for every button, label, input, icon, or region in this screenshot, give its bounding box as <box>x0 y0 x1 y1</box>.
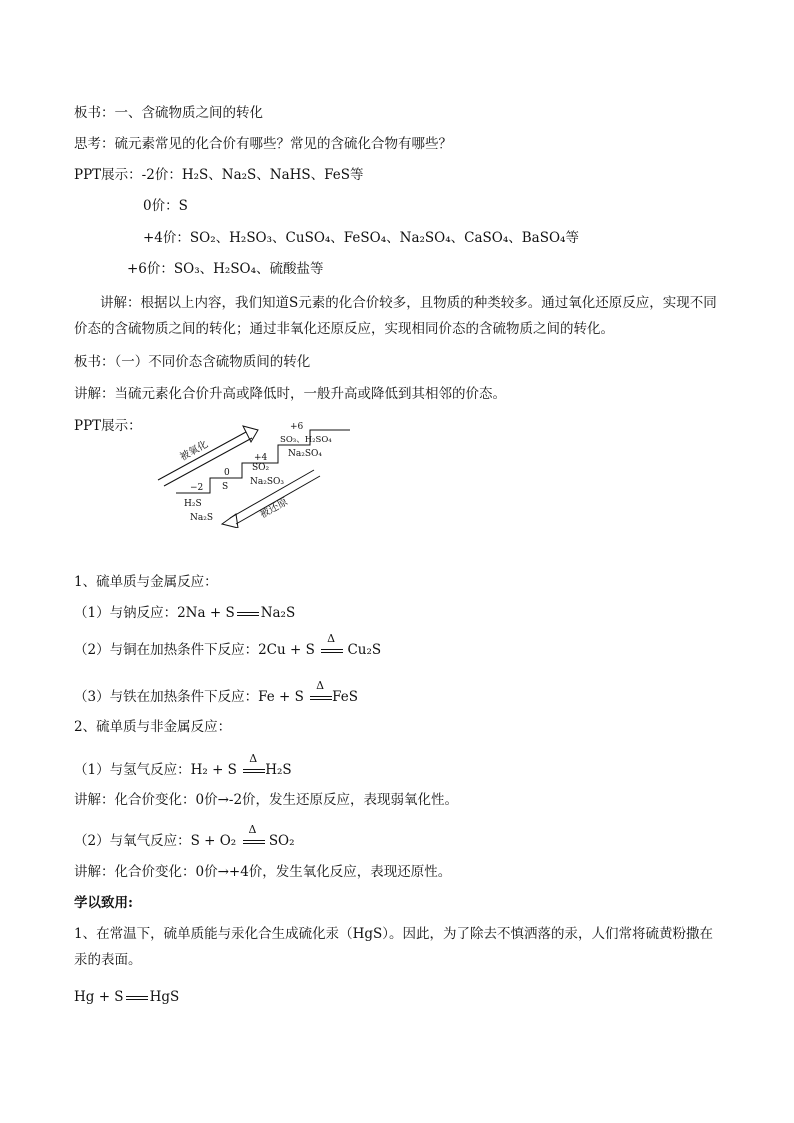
reaction-copper <box>74 632 382 659</box>
heat-equals-sign <box>319 632 343 659</box>
eq-right: HgS <box>149 989 180 1005</box>
reaction-oxygen <box>74 823 295 850</box>
reduced-label: 被还原 <box>258 496 290 521</box>
ppt-valence-plus6: +6价：SO₃、H₂SO₄、硫酸盐等 <box>127 261 324 277</box>
eq-left: 2Cu + S <box>258 642 315 658</box>
heat-equals-sign <box>308 679 332 706</box>
eq-left: Hg + S <box>74 989 124 1005</box>
equals-bar <box>321 649 343 653</box>
section-1-heading: 1、硫单质与金属反应： <box>74 574 218 590</box>
explanation-paragraph: 讲解：根据以上内容，我们知道S元素的化合价较多，且物质的种类较多。通过氧化还原反应，实现不同价态的含硫物质之间的转化；通过非氧化还原反应，实现相同价态的含硫物质之间的转化。 <box>74 295 717 337</box>
reaction-label: （2）与铜在加热条件下反应： <box>74 642 259 658</box>
eq-right: Na₂S <box>260 605 296 621</box>
reaction-iron <box>74 679 359 706</box>
reaction-label: （3）与铁在加热条件下反应： <box>74 689 259 705</box>
oxidation-arrow-line-top <box>158 432 246 480</box>
board-heading-1: 板书：一、含硫物质之间的转化 <box>74 105 263 121</box>
species-s: S <box>222 482 229 492</box>
valence-minus2: −2 <box>190 483 204 493</box>
reaction-label: （1）与钠反应： <box>74 605 178 621</box>
species-so2: SO₂ <box>252 463 270 473</box>
oxidation-arrowhead <box>243 426 258 442</box>
application-question-1: 1、在常温下，硫单质能与汞化合生成硫化汞（HgS）。因此，为了除去不慎洒落的汞，人们常将硫黄粉撒在汞的表面。 <box>74 926 714 968</box>
explanation-valence-change: 讲解：当硫元素化合价升高或降低时，一般升高或降低到其相邻的价态。 <box>74 386 506 402</box>
valence-0: 0 <box>224 468 230 478</box>
heat-symbol: Δ <box>327 632 336 645</box>
reaction-label: （1）与氢气反应： <box>74 762 191 778</box>
eq-right: FeS <box>332 689 359 705</box>
equals-bar <box>243 769 265 773</box>
reaction-sodium <box>74 604 295 622</box>
heat-equals-sign <box>241 752 265 779</box>
heat-symbol: Δ <box>248 823 257 836</box>
ppt-show-label: PPT展示： <box>74 418 142 434</box>
equals-sign <box>237 612 259 616</box>
oxidation-arrow-line-bottom <box>164 438 252 486</box>
heat-symbol: Δ <box>249 752 258 765</box>
minus2-compounds: H₂S、Na₂S、NaHS、FeS等 <box>181 167 364 183</box>
species-h2s: H₂S <box>184 499 202 509</box>
eq-right: Cu₂S <box>347 642 382 658</box>
equals-bar <box>243 840 265 844</box>
apply-heading: 学以致用: <box>74 895 133 911</box>
ppt-prefix: PPT展示：-2价： <box>74 167 182 183</box>
think-question: 思考：硫元素常见的化合价有哪些？常见的含硫化合物有哪些？ <box>74 136 452 152</box>
reaction-hydrogen <box>74 752 292 779</box>
section-2-heading: 2、硫单质与非金属反应： <box>74 719 232 735</box>
eq-left: S + O₂ <box>190 833 237 849</box>
eq-right: SO₂ <box>268 833 295 849</box>
ppt-valence-plus4: +4价：SO₂、H₂SO₃、CuSO₄、FeSO₄、Na₂SO₄、CaSO₄、BaSO₄等 <box>143 230 579 246</box>
eq-right: H₂S <box>265 762 292 778</box>
valence-plus4: +4 <box>254 453 268 463</box>
reduction-arrowhead <box>222 514 238 528</box>
heat-symbol: Δ <box>316 679 325 692</box>
ppt-valence-0: 0价：S <box>143 198 188 214</box>
equals-sign <box>126 996 148 1000</box>
eq-left: 2Na + S <box>177 605 235 621</box>
ppt-valence-minus2 <box>74 166 364 184</box>
species-na2so4: Na₂SO₄ <box>288 449 323 459</box>
reaction-label: （2）与氧气反应： <box>74 833 191 849</box>
eq-left: Fe + S <box>258 689 304 705</box>
explanation-hydrogen: 讲解：化合价变化：0价→-2价，发生还原反应，表现弱氧化性。 <box>74 792 459 808</box>
explanation-oxygen: 讲解：化合价变化：0价→+4价，发生氧化反应，表现还原性。 <box>74 864 452 880</box>
equals-bar <box>310 696 332 700</box>
board-heading-2: 板书：（一）不同价态含硫物质间的转化 <box>74 354 311 370</box>
eq-left: H₂ + S <box>190 762 237 778</box>
oxidized-label: 被氧化 <box>178 439 210 464</box>
mercury-equation <box>74 988 179 1006</box>
valence-plus6: +6 <box>290 422 304 432</box>
species-na2so3: Na₂SO₃ <box>250 477 285 487</box>
valence-staircase-diagram <box>150 418 370 528</box>
species-so3-h2so4: SO₃、H₂SO₄ <box>280 435 332 445</box>
heat-equals-sign <box>241 823 265 850</box>
species-na2s: Na₂S <box>190 513 214 523</box>
